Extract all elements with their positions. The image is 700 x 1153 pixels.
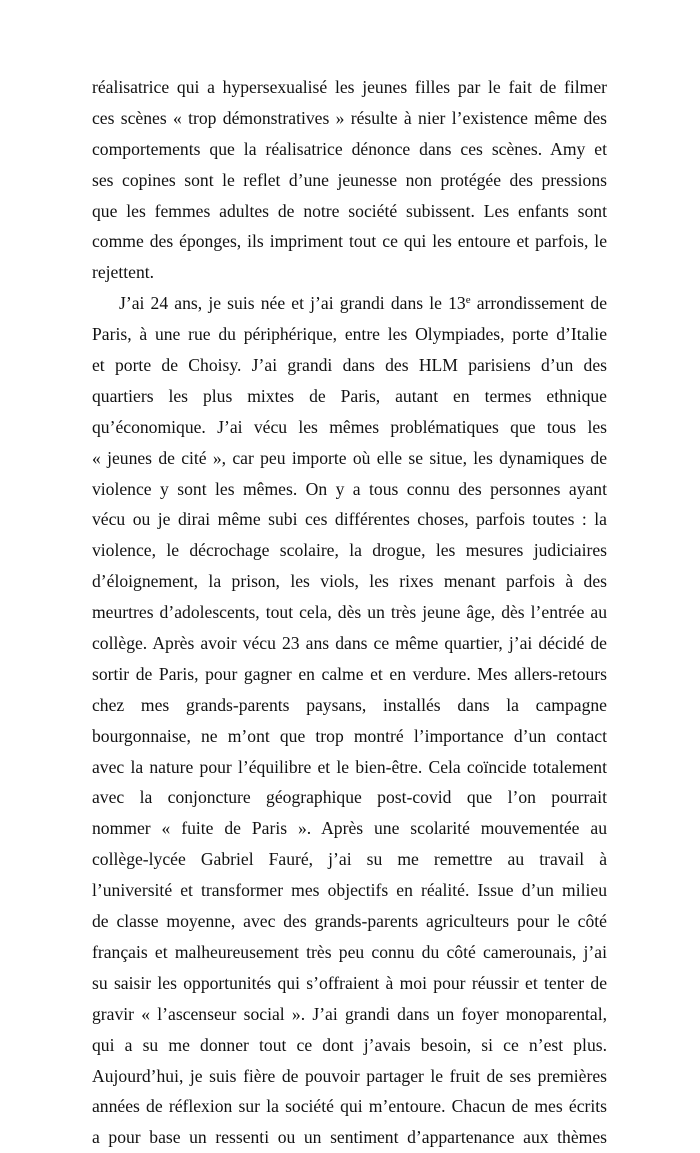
paragraph-2 <box>92 288 607 1153</box>
text-line: d’éloignement, la prison, les viols, les rixes menant parfois à des <box>92 571 607 592</box>
text-line: qu’économique. J’ai vécu les mêmes problématiques que tous les <box>92 416 607 437</box>
text-line: nommer « fuite de Paris ». Après une scolarité mouvementée au <box>92 818 607 839</box>
ordinal-superscript: e <box>465 294 471 307</box>
text-line-first <box>92 288 607 319</box>
text-line: de classe moyenne, avec des grands-parents agriculteurs pour le côté <box>92 911 607 932</box>
text-fragment: J’ai 24 ans, je suis née et j’ai grandi dans le 13 <box>119 293 466 314</box>
text-fragment: arrondissement de <box>470 293 608 314</box>
text-line: su saisir les opportunités qui s’offraient à moi pour réussir et tenter de <box>92 972 607 993</box>
text-line: ces scènes « trop démonstratives » résulte à nier l’existence même des <box>92 107 607 128</box>
text-line: Aujourd’hui, je suis fière de pouvoir partager le fruit de ses premières <box>92 1065 607 1086</box>
body-text <box>92 72 607 1153</box>
text-line: collège-lycée Gabriel Fauré, j’ai su me remettre au travail à <box>92 849 607 870</box>
text-line: l’université et transformer mes objectifs en réalité. Issue d’un milieu <box>92 880 607 901</box>
text-line: avec la nature pour l’équilibre et le bien-être. Cela coïncide totalement <box>92 756 607 777</box>
text-line: comportements que la réalisatrice dénonce dans ces scènes. Amy et <box>92 138 607 159</box>
text-line: violence, le décrochage scolaire, la drogue, les mesures judiciaires <box>92 540 607 561</box>
text-line: rejettent. <box>92 262 155 283</box>
text-line: comme des éponges, ils impriment tout ce qui les entoure et parfois, le <box>92 231 607 252</box>
text-line: chez mes grands-parents paysans, installés dans la campagne <box>92 694 607 715</box>
text-line: réalisatrice qui a hypersexualisé les jeunes filles par le fait de filmer <box>92 77 607 97</box>
text-line: vécu ou je dirai même subi ces différentes choses, parfois toutes : la <box>92 509 607 530</box>
text-line: avec la conjoncture géographique post-covid que l’on pourrait <box>92 787 607 808</box>
text-line: violence y sont les mêmes. On y a tous connu des personnes ayant <box>92 478 607 499</box>
text-line: « jeunes de cité », car peu importe où elle se situe, les dynamiques de <box>92 447 607 468</box>
text-line: gravir « l’ascenseur social ». J’ai grandi dans un foyer monoparental, <box>92 1003 607 1024</box>
text-line: et porte de Choisy. J’ai grandi dans des HLM parisiens d’un des <box>92 355 607 376</box>
text-line: a pour base un ressenti ou un sentiment d’appartenance aux thèmes <box>92 1127 607 1148</box>
text-line: ses copines sont le reflet d’une jeunesse non protégée des pressions <box>92 169 607 190</box>
text-line: meurtres d’adolescents, tout cela, dès un très jeune âge, dès l’entrée au <box>92 602 607 623</box>
text-line: sortir de Paris, pour gagner en calme et en verdure. Mes allers-retours <box>92 663 607 684</box>
text-line: collège. Après avoir vécu 23 ans dans ce même quartier, j’ai décidé de <box>92 633 607 654</box>
text-line: qui a su me donner tout ce dont j’avais besoin, si ce n’est plus. <box>92 1034 607 1055</box>
paragraph-1 <box>92 72 607 288</box>
text-line: Paris, à une rue du périphérique, entre les Olympiades, porte d’Italie <box>92 324 607 345</box>
text-line: bourgonnaise, ne m’ont que trop montré l’importance d’un contact <box>92 725 607 746</box>
text-line: années de réflexion sur la société qui m’entoure. Chacun de mes écrits <box>92 1096 607 1117</box>
text-line: français et malheureusement très peu connu du côté camerounais, j’ai <box>92 941 607 962</box>
text-line: quartiers les plus mixtes de Paris, autant en termes ethnique <box>92 385 607 406</box>
text-line: que les femmes adultes de notre société subissent. Les enfants sont <box>92 200 607 221</box>
